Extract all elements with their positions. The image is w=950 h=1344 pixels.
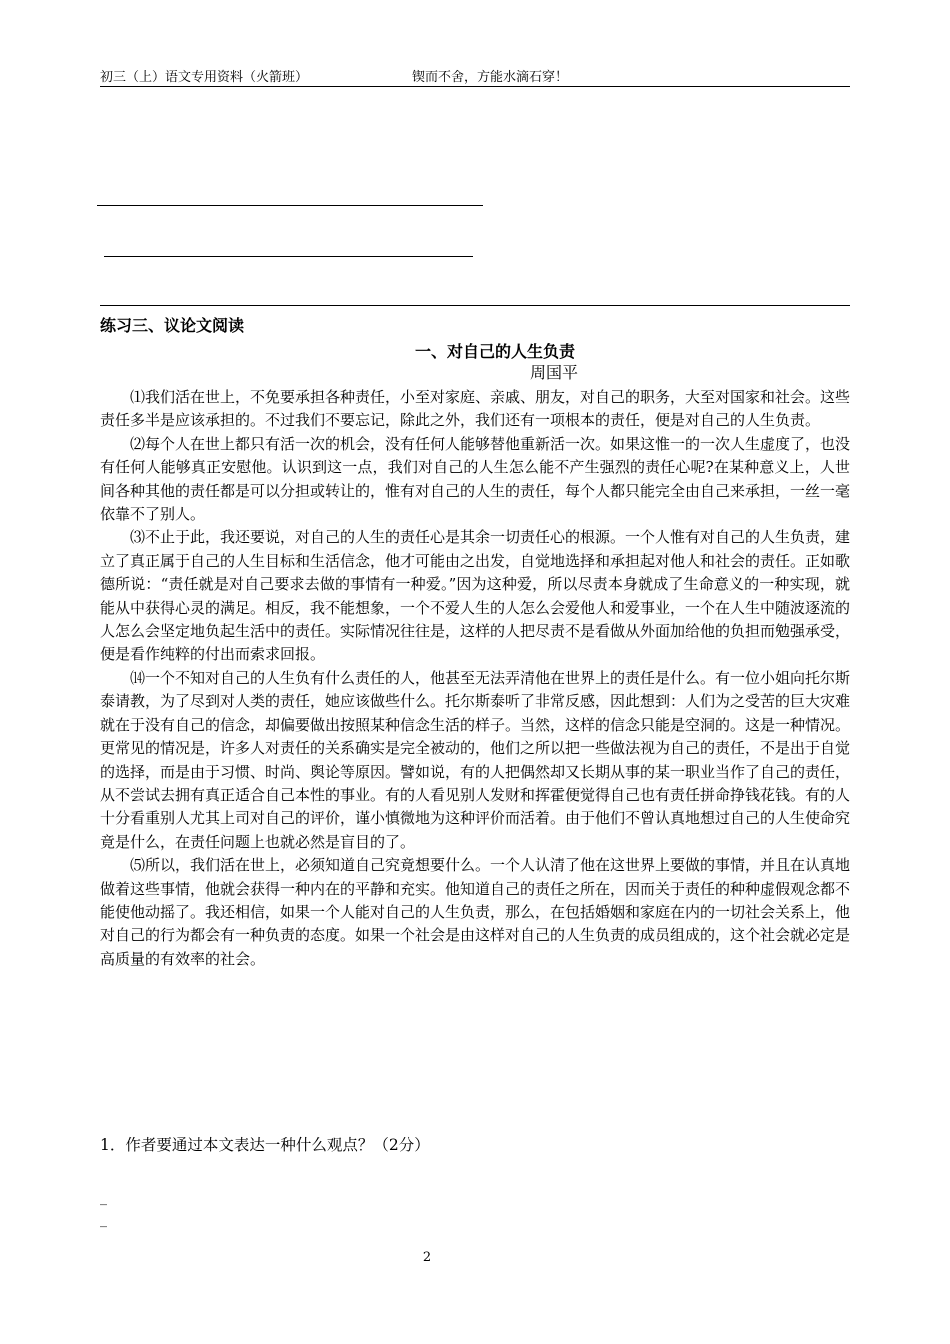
paragraph-1: ⑴我们活在世上，不免要承担各种责任，小至对家庭、亲戚、朋友，对自己的职务，大至对国家和社会。这些责任多半是应该承担的。不过我们不要忘记，除此之外，我们还有一项根本的责任，便是对自己的人生负责。 [100, 388, 851, 430]
answer-line-1 [97, 205, 483, 206]
article-title: 一、对自己的人生负责 [414, 342, 575, 361]
section-title: 练习三、议论文阅读 [100, 316, 245, 335]
question-1: 1．作者要通过本文表达一种什么观点？（2分） [100, 1136, 430, 1154]
paragraph-3: ⑶不止于此，我还要说，对自己的人生的责任心是其余一切责任心的根源。一个人惟有对自己的人生负责，建立了真正属于自己的人生目标和生活信念，他才可能由之出发，自觉地选择和承担起对他人和社会的责任。正如歌德所说：“责任就是对自己要求去做的事情有一种爱。”因为这种爱，所以尽责本身就成了生命意义的一种实现，就能从中获得心灵的满足。相反，我不能想象，一个不爱人生的人怎么会爱他人和爱事业，一个在人生中随波逐流的人怎么会坚定地负起生活中的责任。实际情况往往是，这样的人把尽责不是看做从外面加给他的负担而勉强承受，便是看作纯粹的付出而索求回报。 [100, 528, 851, 664]
section-divider [100, 305, 850, 306]
page-number: 2 [422, 1250, 432, 1265]
answer-line-2 [104, 256, 473, 257]
page-header [100, 66, 850, 87]
paragraph-4: ⒁一个不知对自己的人生负有什么责任的人，他甚至无法弄清他在世界上的责任是什么。有一位小姐向托尔斯泰请教，为了尽到对人类的责任，她应该做些什么。托尔斯泰听了非常反感，因此想到：人们为之受苦的巨大灾难就在于没有自己的信念，却偏要做出按照某种信念生活的样子。当然，这样的信念只能是空洞的。这是一种情况。更常见的情况是，许多人对责任的关系确实是完全被动的，他们之所以把一些做法视为自己的责任，不是出于自觉的选择，而是由于习惯、时尚、舆论等原因。譬如说，有的人把偶然却又长期从事的某一职业当作了自己的责任，从不尝试去拥有真正适合自己本性的事业。有的人看见别人发财和挥霍便觉得自己也有责任拼命挣钱花钱。有的人十分看重别人尤其上司对自己的评价，谨小慎微地为这种评价而活着。由于他们不曾认真地想过自己的人生使命究竟是什么，在责任问题上也就必然是盲目的了。 [100, 668, 851, 851]
answer-mark-2: _ [100, 1212, 107, 1228]
paragraph-2: ⑵每个人在世上都只有活一次的机会，没有任何人能够替他重新活一次。如果这惟一的一次人生虚度了，也没有任何人能够真正安慰他。认识到这一点，我们对自己的人生怎么能不产生强烈的责任心呢?在某种意义上，人世间各种其他的责任都是可以分担或转让的，惟有对自己的人生的责任，每个人都只能完全由自己来承担，一丝一毫依靠不了别人。 [100, 434, 851, 524]
header-right-text: 锲而不舍，方能水滴石穿！ [412, 70, 569, 85]
article-author: 周国平 [530, 363, 579, 382]
answer-mark-1: _ [100, 1190, 107, 1206]
paragraph-5: ⑸所以，我们活在世上，必须知道自己究竟想要什么。一个人认清了他在这世界上要做的事情，并且在认真地做着这些事情，他就会获得一种内在的平静和充实。他知道自己的责任之所在，因而关于责任的种种虚假观念都不能使他动摇了。我还相信，如果一个人能对自己的人生负责，那么，在包括婚姻和家庭在内的一切社会关系上，他对自己的行为都会有一种负责的态度。如果一个社会是由这样对自己的人生负责的成员组成的，这个社会就必定是高质量的有效率的社会。 [100, 856, 851, 968]
header-left-text: 初三（上）语文专用资料（火箭班） [100, 70, 309, 85]
article-body [100, 386, 850, 971]
